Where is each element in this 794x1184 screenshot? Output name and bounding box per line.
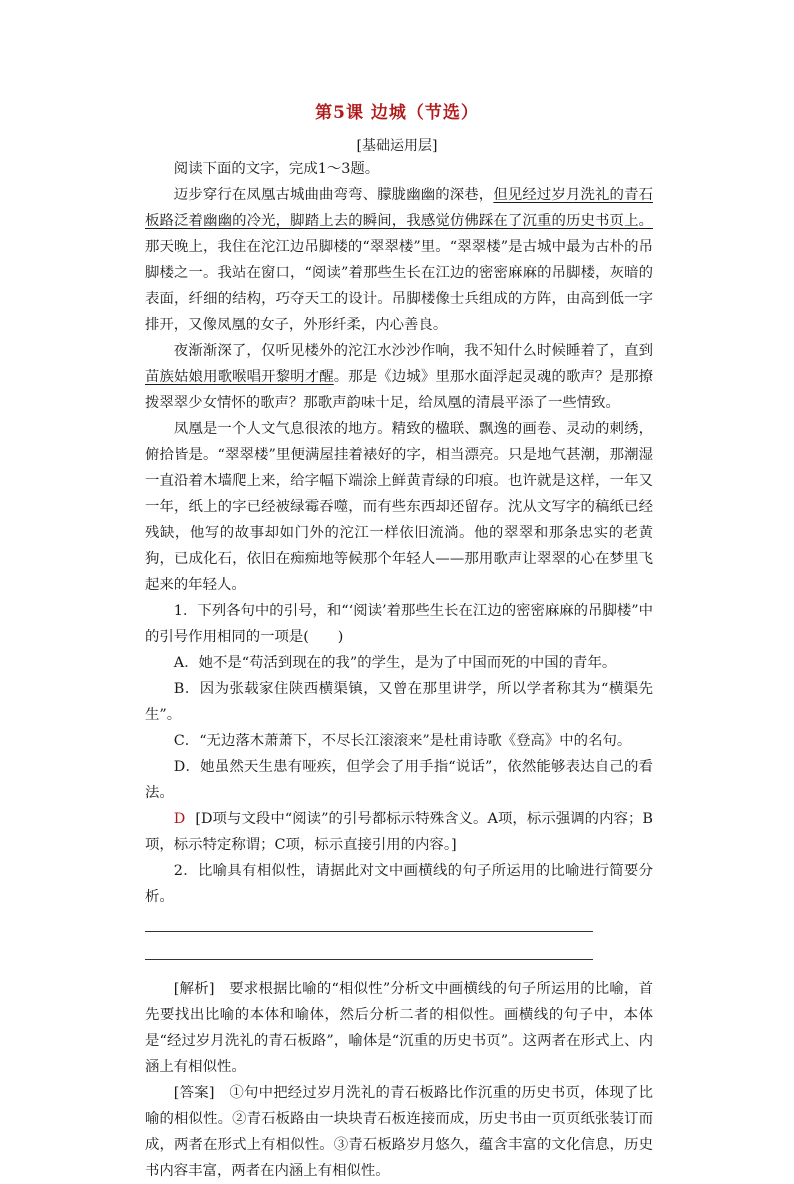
answer-text: ①句中把经过岁月洗礼的青石板路比作沉重的历史书页，体现了比喻的相似性。②青石板路由一块块青石板连接而成，历史书由一页页纸张装订而成，两者在形式上有相似性。③青石板路岁月悠久，蕴含丰富的文化信息，历史书内容丰富，两者在内涵上有相似性。: [145, 1085, 653, 1179]
question-1-option-d: D．她虽然天生患有哑疾，但学会了用手指“说话”，依然能够表达自己的看法。: [145, 759, 653, 801]
passage-paragraph-1: [145, 182, 653, 338]
answer-explanation: [D项与文段中“阅读”的引号都标示特殊含义。A项，标示强调的内容；B项，标示特定称谓；C项，标示直接引用的内容。]: [145, 811, 653, 853]
answer-tag: [答案]: [173, 1085, 215, 1101]
p1-text-a: 迈步穿行在凤凰古城曲曲弯弯、朦胧幽幽的深巷，: [173, 187, 494, 203]
question-1-stem: 1．下列各句中的引号，和“‘阅读’着那些生长在江边的密密麻麻的吊脚楼”中的引号作用相同的一项是( ): [145, 603, 653, 645]
lesson-title: 第5课 边城（节选）: [315, 103, 479, 123]
instruction: 阅读下面的文字，完成1～3题。: [173, 161, 380, 177]
question-2-answer: [145, 1080, 653, 1184]
section-label: [基础运用层]: [356, 138, 438, 154]
question-1-option-a: A．她不是“苟活到现在的我”的学生，是为了中国而死的中国的青年。: [173, 655, 617, 671]
analysis-text: 要求根据比喻的“相似性”分析文中画横线的句子所运用的比喻，首先要找出比喻的本体和喻体，然后分析二者的相似性。画横线的句子中，本体是“经过岁月洗礼的青石板路”，喻体是“沉重的历史书页”。这两者在形式上、内涵上有相似性。: [145, 981, 653, 1075]
underlined-phrase: 苗族姑娘用歌喉唱开黎明才醒: [145, 369, 334, 385]
question-1-option-b: B．因为张载家住陕西横渠镇，又曾在那里讲学，所以学者称其为“横渠先生”。: [145, 681, 653, 723]
question-1-option-c: C．“无边落木萧萧下，不尽长江滚滚来”是杜甫诗歌《登高》中的名句。: [173, 733, 632, 749]
question-2-analysis: [145, 976, 653, 1080]
passage-paragraph-3: 凤凰是一个人文气息很浓的地方。精致的楹联、飘逸的画卷、灵动的刺绣，俯拾皆是。“翠翠楼”里便满屋挂着裱好的字，相当漂亮。只是地气甚潮，那潮湿一直沿着木墙爬上来，给字幅下端涂上鲜黄青绿的印痕。也许就是这样，一年又一年，纸上的字已经被绿霉吞噬，而有些东西却还留存。沈从文写字的稿纸已经残缺，他写的故事却如门外的沱江一样依旧流淌。他的翠翠和那条忠实的老黄狗，已成化石，依旧在痴痴地等候那个年轻人——那用歌声让翠翠的心在梦里飞起来的年轻人。: [145, 421, 653, 593]
p2-text-a: 夜渐渐深了，仅听见楼外的沱江水沙沙作响，我不知什么时候睡着了，直到: [173, 343, 653, 359]
analysis-tag: [解析]: [173, 981, 215, 997]
question-1-answer: [145, 806, 653, 858]
underlined-sentence: 但见经过岁月洗礼的青石板路泛着幽幽的冷光，脚踏上去的瞬间，我感觉仿佛踩在了沉重的历史书页上。: [145, 187, 653, 229]
p1-text-b: 那天晚上，我住在沱江边吊脚楼的“翠翠楼”里。“翠翠楼”是古城中最为古朴的吊脚楼之一。我站在窗口，“阅读”着那些生长在江边的密密麻麻的吊脚楼，灰暗的表面，纤细的结构，巧夺天工的设计。吊脚楼像士兵组成的方阵，由高到低一字排开，又像凤凰的女子，外形纤柔，内心善良。: [145, 239, 653, 333]
question-2-stem: 2．比喻具有相似性，请据此对文中画横线的句子所运用的比喻进行简要分析。: [145, 863, 653, 905]
passage-paragraph-2: [145, 338, 653, 416]
p2-text-b: 。那是《边城》里那水面浮起灵魂的歌声？是那撩拨翠翠少女情怀的歌声？那歌声韵味十足，给凤凰的清晨平添了一些情致。: [145, 369, 653, 411]
answer-letter: D: [173, 811, 186, 827]
document-body: [145, 156, 653, 1184]
